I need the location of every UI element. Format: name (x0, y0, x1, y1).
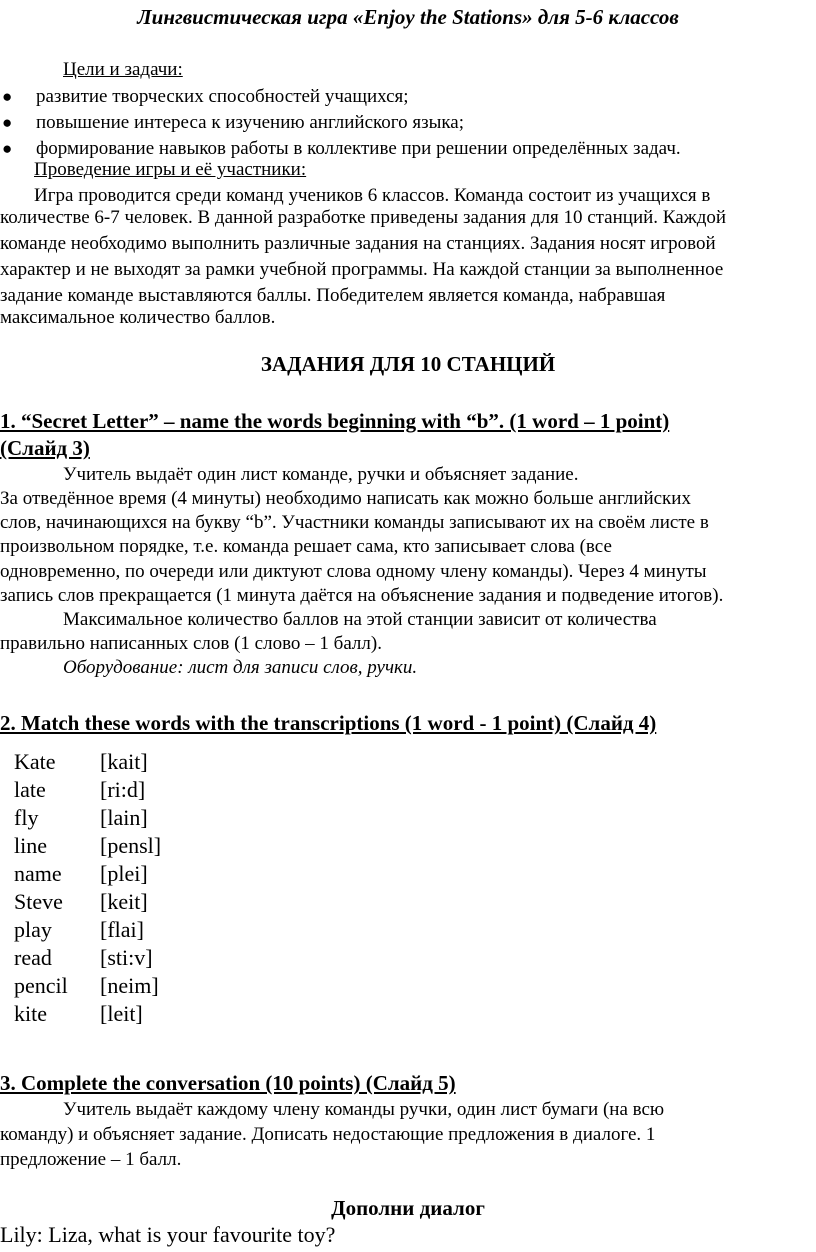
transcription-row (14, 916, 314, 944)
row-transcription: [flai] (100, 917, 144, 942)
conduct-line: характер и не выходят за рамки учебной программы. На каждой станции за выполненное (0, 259, 724, 280)
task3-heading: 3. Complete the conversation (10 points) (Слайд 5) (0, 1071, 456, 1095)
row-transcription: [pensl] (100, 833, 162, 858)
row-transcription: [keit] (100, 889, 148, 914)
task3-line: предложение – 1 балл. (0, 1149, 182, 1170)
transcription-row (14, 944, 314, 972)
transcription-row (14, 776, 314, 804)
row-word: kite (14, 1001, 47, 1026)
dialog-line: Lily: Liza, what is your favourite toy? (0, 1222, 336, 1247)
row-transcription: [sti:v] (100, 945, 153, 970)
bullet-icon: ● (2, 139, 13, 158)
task1-line: правильно написанных слов (1 слово – 1 балл). (0, 633, 382, 654)
dialog-heading: Дополни диалог (331, 1196, 485, 1220)
goals-heading: Цели и задачи: (63, 59, 183, 80)
task1-heading: 1. “Secret Letter” – name the words beginning with “b”. (1 word – 1 point) (0, 409, 670, 433)
tasks-heading: ЗАДАНИЯ ДЛЯ 10 СТАНЦИЙ (260, 352, 556, 376)
transcription-row (14, 1000, 314, 1028)
task1-line: Максимальное количество баллов на этой станции зависит от количества (63, 609, 657, 630)
goals-list-item: ● повышение интереса к изучению английского языка; (2, 110, 802, 136)
document-title: Лингвистическая игра «Enjoy the Stations» для 5-6 классов (137, 5, 679, 29)
task1-line: одновременно, по очереди или диктуют слова одному члену команды). Через 4 минуты (0, 561, 707, 582)
transcription-row (14, 972, 314, 1000)
task3-line: команду) и объясняет задание. Дописать недостающие предложения в диалоге. 1 (0, 1124, 656, 1145)
conduct-line: команде необходимо выполнить различные задания на станциях. Задания носят игровой (0, 233, 716, 254)
row-word: Steve (14, 889, 63, 914)
goals-list-item: ● развитие творческих способностей учащихся; (2, 84, 802, 110)
transcription-row (14, 832, 314, 860)
task2-heading: 2. Match these words with the transcriptions (1 word - 1 point) (Слайд 4) (0, 711, 657, 735)
row-transcription: [ri:d] (100, 777, 146, 802)
task1-line: Учитель выдаёт один лист команде, ручки и объясняет задание. (63, 464, 579, 485)
row-word: Kate (14, 749, 56, 774)
row-word: late (14, 777, 46, 802)
task1-line: слов, начинающихся на букву “b”. Участники команды записывают их на своём листе в (0, 512, 709, 533)
row-word: read (14, 945, 52, 970)
conduct-line: задание команде выставляются баллы. Победителем является команда, набравшая (0, 285, 666, 306)
transcription-row (14, 888, 314, 916)
row-transcription: [plei] (100, 861, 148, 886)
row-word: play (14, 917, 52, 942)
row-transcription: [lain] (100, 805, 148, 830)
task1-line: За отведённое время (4 минуты) необходимо написать как можно больше английских (0, 488, 691, 509)
conduct-line: количестве 6-7 человек. В данной разработке приведены задания для 10 станций. Каждой (0, 207, 727, 228)
conduct-line: Игра проводится среди команд учеников 6 классов. Команда состоит из учащихся в (34, 185, 711, 206)
transcription-row (14, 748, 314, 776)
row-word: fly (14, 805, 39, 830)
row-word: line (14, 833, 47, 858)
row-transcription: [leit] (100, 1001, 143, 1026)
row-word: name (14, 861, 62, 886)
task1-equipment: Оборудование: лист для записи слов, ручки. (63, 657, 418, 678)
task1-line: произвольном порядке, т.е. команда решает сама, кто записывает слова (все (0, 536, 612, 557)
bullet-icon: ● (2, 87, 13, 106)
goals-list-item: ● формирование навыков работы в коллективе при решении определённых задач. (2, 136, 802, 162)
task1-heading-slide: (Слайд 3) (0, 436, 90, 460)
transcription-row (14, 804, 314, 832)
conduct-heading: Проведение игры и её участники: (34, 159, 307, 180)
task3-line: Учитель выдаёт каждому члену команды ручки, один лист бумаги (на всю (63, 1099, 665, 1120)
row-transcription: [kait] (100, 749, 148, 774)
row-word: pencil (14, 973, 68, 998)
conduct-line: максимальное количество баллов. (0, 307, 276, 328)
transcription-row (14, 860, 314, 888)
task1-line: запись слов прекращается (1 минута даётся на объяснение задания и подведение итогов). (0, 585, 724, 606)
bullet-icon: ● (2, 113, 13, 132)
row-transcription: [neim] (100, 973, 159, 998)
